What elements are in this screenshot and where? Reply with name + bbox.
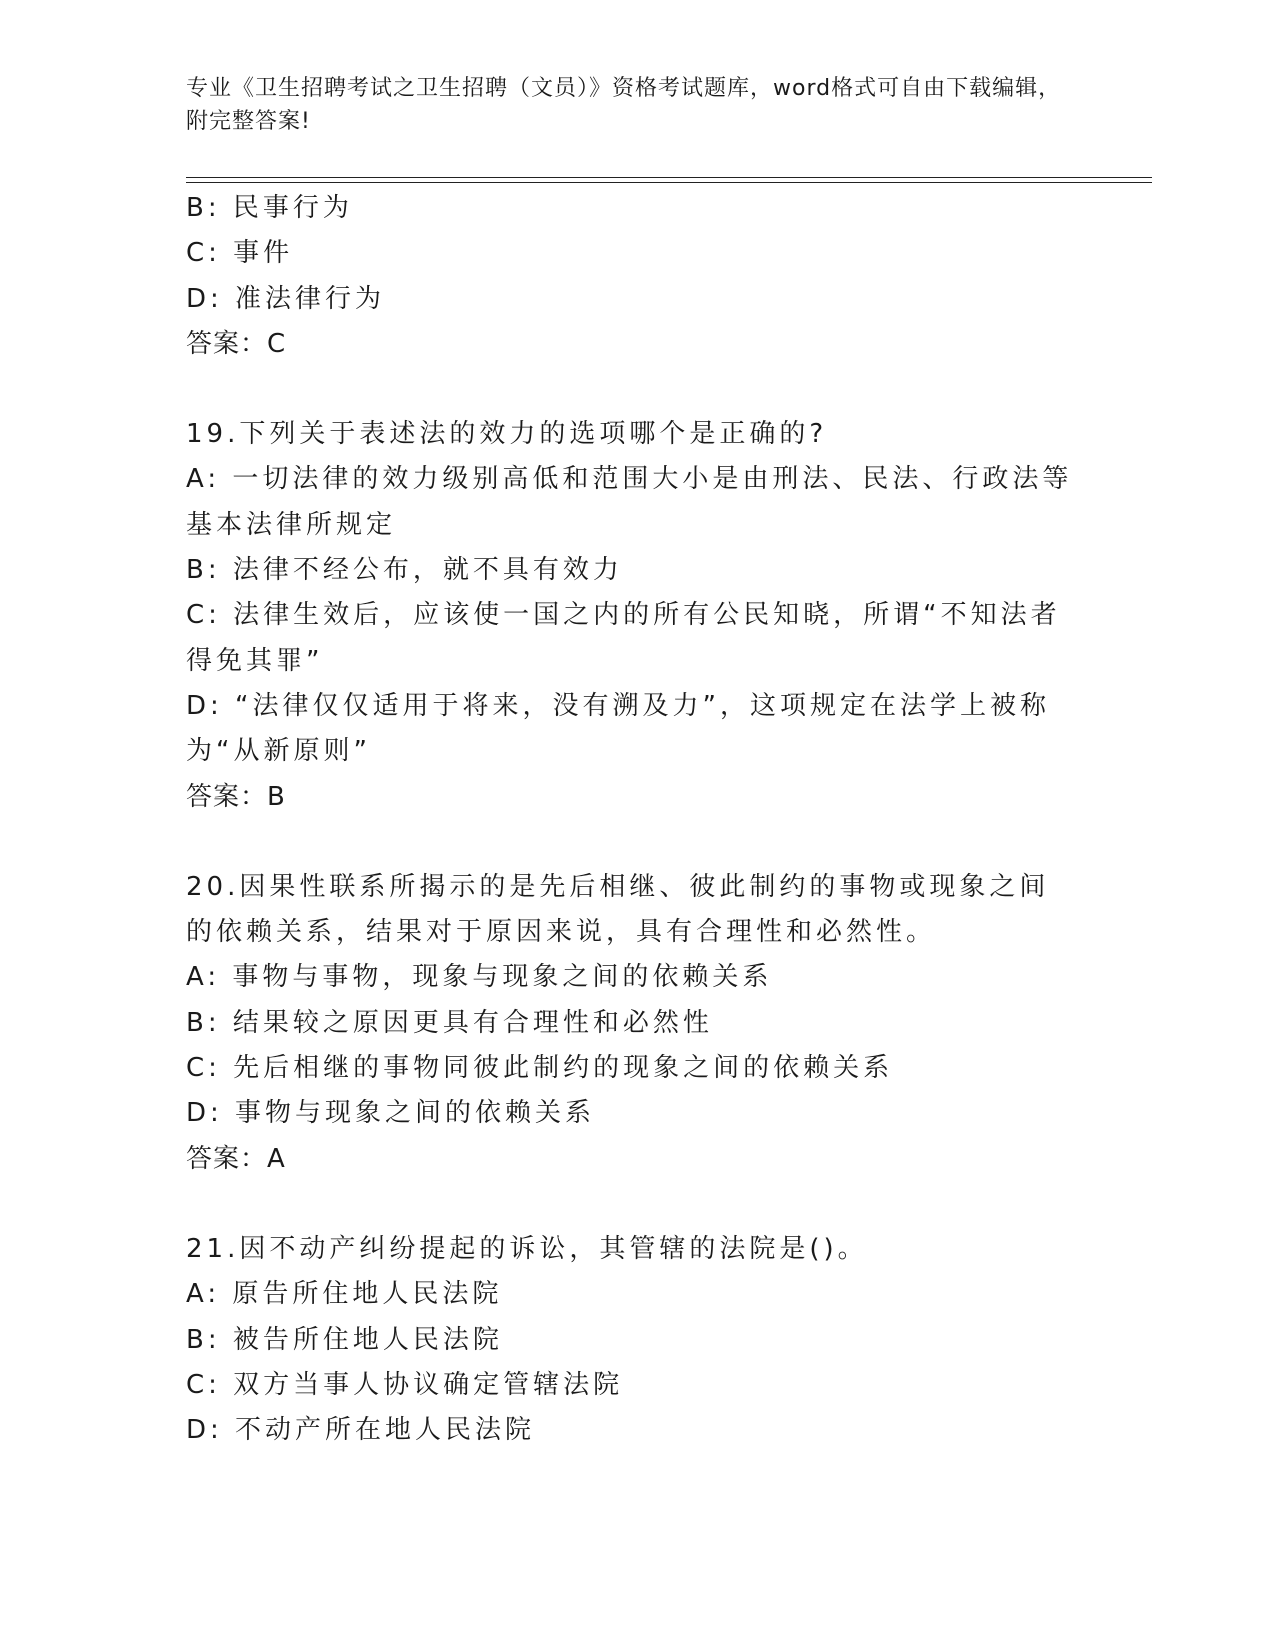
question-stem: 20.因果性联系所揭示的是先后相继、彼此制约的事物或现象之间的依赖关系，结果对于原因来说，具有合理性和必然性。 [186,871,1050,948]
question-list [186,186,1076,1453]
answer: 答案：B [186,781,286,812]
option-d: D: 事物与现象之间的依赖关系 [186,1098,596,1129]
option-a: A: 事物与事物，现象与现象之间的依赖关系 [186,962,773,993]
option-c: C: 先后相继的事物同彼此制约的现象之间的依赖关系 [186,1053,894,1084]
document-header: 专业《卫生招聘考试之卫生招聘（文员）》资格考试题库，word格式可自由下载编辑，附完整答案! [186,76,1062,134]
question-20 [186,865,1076,1182]
question-18-tail [186,186,1076,367]
option-a: A: 原告所住地人民法院 [186,1279,503,1310]
option-b: B: 民事行为 [186,193,353,223]
option-b: B: 法律不经公布，就不具有效力 [186,555,623,586]
option-b: B: 结果较之原因更具有合理性和必然性 [186,1007,713,1038]
option-c: C: 事件 [186,238,294,269]
answer: 答案：A [186,1143,286,1174]
option-b: B: 被告所住地人民法院 [186,1324,503,1355]
option-d: D: 不动产所在地人民法院 [186,1415,536,1446]
question-21 [186,1227,1076,1453]
option-d: D: 准法律行为 [186,283,386,314]
question-stem: 21.因不动产纠纷提起的诉讼，其管辖的法院是()。 [186,1233,868,1264]
option-c: C: 双方当事人协议确定管辖法院 [186,1369,624,1400]
header-divider-top [186,177,1152,178]
option-a: A: 一切法律的效力级别高低和范围大小是由刑法、民法、行政法等基本法律所规定 [186,464,1073,540]
answer: 答案：C [186,328,287,359]
option-d: D: “法律仅仅适用于将来，没有溯及力”，这项规定在法学上被称为“从新原则” [186,690,1050,767]
option-c: C: 法律生效后，应该使一国之内的所有公民知晓，所谓“不知法者得免其罪” [186,600,1061,676]
header-divider-bottom [186,182,1152,183]
question-19 [186,412,1076,820]
question-stem: 19.下列关于表述法的效力的选项哪个是正确的? [186,419,828,450]
